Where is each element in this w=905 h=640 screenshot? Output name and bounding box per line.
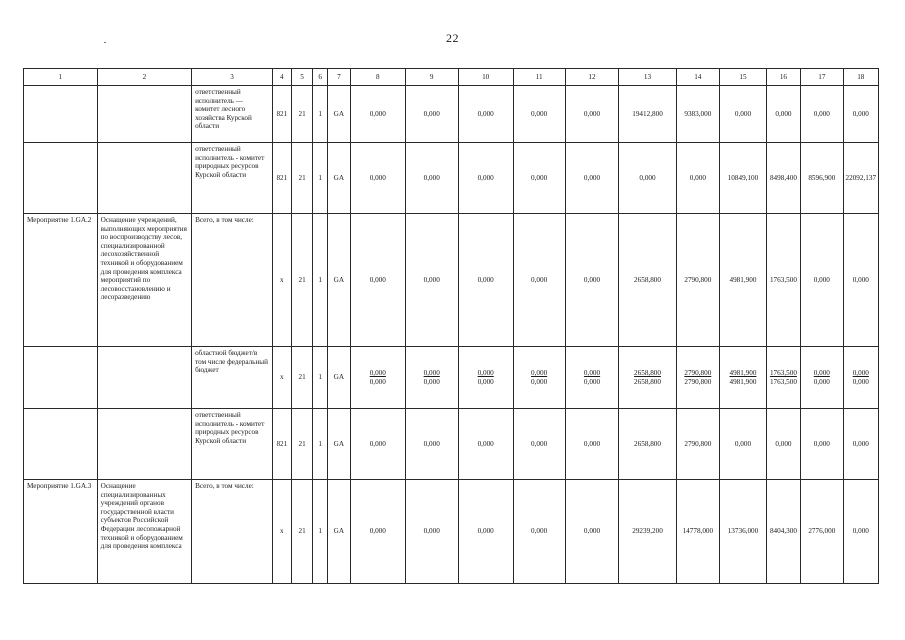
ministry-code-cell: 821 [273, 409, 292, 480]
table-row [24, 143, 879, 214]
activity-code-cell [24, 86, 98, 143]
amount-cell: 4981,900 [720, 214, 767, 347]
amount-cell: 0,000 [766, 409, 800, 480]
column-header-17: 17 [801, 69, 844, 86]
amount-cell: 0,000 [405, 86, 458, 143]
amount-cell: 0,000 [458, 480, 513, 584]
subprogram-code-cell: 1 [313, 480, 328, 584]
project-code-cell: GA [327, 409, 350, 480]
funding-source-cell: ответственный исполнитель - комитет природных ресурсов Курской области [192, 143, 273, 214]
program-code-cell: 21 [291, 214, 313, 347]
table-row [24, 214, 879, 347]
regional-budget-amount: 1763,500 [769, 368, 797, 377]
amount-cell: 0,000 [458, 409, 513, 480]
funding-source-cell: Всего, в том числе: [192, 480, 273, 584]
funding-source-cell: ответственный исполнитель — комитет лесного хозяйства Курской области [192, 86, 273, 143]
activity-code-cell: Мероприятие 1.GA.2 [24, 214, 98, 347]
amount-cell-dual [843, 347, 878, 409]
activity-name-cell [97, 86, 191, 143]
amount-cell-dual [619, 347, 676, 409]
amount-cell-dual [676, 347, 720, 409]
subprogram-code-cell: 1 [313, 143, 328, 214]
project-code-cell: GA [327, 86, 350, 143]
ministry-code-cell: 821 [273, 86, 292, 143]
amount-cell: 0,000 [843, 480, 878, 584]
funding-source-cell: ответственный исполнитель - комитет природных ресурсов Курской области [192, 409, 273, 480]
amount-cell: 0,000 [513, 86, 565, 143]
ministry-code-cell: x [273, 480, 292, 584]
amount-cell: 2776,000 [801, 480, 844, 584]
amount-cell: 0,000 [619, 143, 676, 214]
column-header-16: 16 [766, 69, 800, 86]
federal-budget-amount: 0,000 [813, 377, 830, 386]
column-header-4: 4 [273, 69, 292, 86]
federal-budget-amount: 2658,800 [634, 377, 661, 386]
column-header-18: 18 [843, 69, 878, 86]
amount-cell: 0,000 [350, 480, 405, 584]
column-header-14: 14 [676, 69, 720, 86]
amount-cell: 0,000 [458, 143, 513, 214]
amount-cell: 0,000 [843, 86, 878, 143]
amount-cell: 0,000 [565, 214, 619, 347]
regional-budget-amount: 0,000 [531, 368, 548, 377]
amount-cell: 0,000 [350, 214, 405, 347]
amount-cell: 0,000 [766, 86, 800, 143]
amount-cell: 0,000 [405, 409, 458, 480]
regional-budget-amount: 0,000 [813, 368, 830, 377]
amount-cell: 10849,100 [720, 143, 767, 214]
column-header-9: 9 [405, 69, 458, 86]
regional-budget-amount: 0,000 [852, 368, 869, 377]
amount-cell: 9383,000 [676, 86, 720, 143]
federal-budget-amount: 1763,500 [769, 377, 797, 386]
amount-cell: 0,000 [720, 409, 767, 480]
column-header-2: 2 [97, 69, 191, 86]
amount-cell: 14778,000 [676, 480, 720, 584]
table-row [24, 347, 879, 409]
program-code-cell: 21 [291, 86, 313, 143]
amount-cell: 0,000 [565, 86, 619, 143]
page-number: 22 [446, 31, 459, 45]
amount-cell: 0,000 [843, 409, 878, 480]
federal-budget-amount: 0,000 [531, 377, 548, 386]
amount-cell: 0,000 [405, 143, 458, 214]
program-code-cell: 21 [291, 409, 313, 480]
funding-source-cell: областной бюджет/в том числе федеральный бюджет [192, 347, 273, 409]
column-header-1: 1 [24, 69, 98, 86]
amount-cell-dual [405, 347, 458, 409]
subprogram-code-cell: 1 [313, 347, 328, 409]
ministry-code-cell: x [273, 347, 292, 409]
project-code-cell: GA [327, 480, 350, 584]
amount-cell: 0,000 [801, 86, 844, 143]
federal-budget-amount: 0,000 [852, 377, 869, 386]
program-code-cell: 21 [291, 347, 313, 409]
regional-budget-amount: 0,000 [477, 368, 494, 377]
activity-name-cell [97, 409, 191, 480]
amount-cell-dual [565, 347, 619, 409]
amount-cell: 2658,800 [619, 409, 676, 480]
column-header-10: 10 [458, 69, 513, 86]
amount-cell: 2790,800 [676, 214, 720, 347]
column-header-5: 5 [291, 69, 313, 86]
regional-budget-amount: 0,000 [423, 368, 440, 377]
amount-cell: 2658,800 [619, 214, 676, 347]
header-row [24, 69, 879, 86]
amount-cell-dual [350, 347, 405, 409]
column-header-12: 12 [565, 69, 619, 86]
regional-budget-amount: 0,000 [369, 368, 386, 377]
subprogram-code-cell: 1 [313, 409, 328, 480]
activity-name-cell: Оснащение учреждений, выполняющих мероприятия по воспроизводству лесов, специализированной лесохозяйственной техникой и оборудованием для проведения комплекса мероприятий по лесовосстановлению и лесоразведению [97, 214, 191, 347]
regional-budget-amount: 2658,800 [634, 368, 661, 377]
amount-cell: 0,000 [513, 480, 565, 584]
amount-cell: 29239,200 [619, 480, 676, 584]
amount-cell: 0,000 [350, 86, 405, 143]
amount-cell-dual [458, 347, 513, 409]
amount-cell: 13736,000 [720, 480, 767, 584]
ministry-code-cell: x [273, 214, 292, 347]
activity-name-cell: Оснащение специализированных учреждений органов государственной власти субъектов Российской Федерации лесопожарной техникой и оборудованием для проведения комплекса [97, 480, 191, 584]
subprogram-code-cell: 1 [313, 214, 328, 347]
amount-cell: 0,000 [801, 214, 844, 347]
amount-cell: 8404,300 [766, 480, 800, 584]
column-header-7: 7 [327, 69, 350, 86]
amount-cell-dual [766, 347, 800, 409]
amount-cell: 8596,900 [801, 143, 844, 214]
amount-cell: 0,000 [458, 214, 513, 347]
activity-name-cell [97, 347, 191, 409]
activity-code-cell: Мероприятие 1.GA.3 [24, 480, 98, 584]
amount-cell: 0,000 [565, 143, 619, 214]
federal-budget-amount: 0,000 [369, 377, 386, 386]
amount-cell: 0,000 [843, 214, 878, 347]
federal-budget-amount: 0,000 [477, 377, 494, 386]
amount-cell: 0,000 [565, 480, 619, 584]
amount-cell: 2790,800 [676, 409, 720, 480]
program-code-cell: 21 [291, 480, 313, 584]
funding-source-cell: Всего, в том числе: [192, 214, 273, 347]
amount-cell: 0,000 [565, 409, 619, 480]
amount-cell: 0,000 [676, 143, 720, 214]
column-header-11: 11 [513, 69, 565, 86]
regional-budget-amount: 0,000 [583, 368, 601, 377]
amount-cell: 0,000 [405, 480, 458, 584]
column-header-13: 13 [619, 69, 676, 86]
subprogram-code-cell: 1 [313, 86, 328, 143]
activity-code-cell [24, 347, 98, 409]
scan-speck [104, 42, 106, 43]
amount-cell: 0,000 [801, 409, 844, 480]
table-row [24, 480, 879, 584]
regional-budget-amount: 4981,900 [729, 368, 757, 377]
amount-cell: 22092,137 [843, 143, 878, 214]
project-code-cell: GA [327, 143, 350, 214]
amount-cell-dual [513, 347, 565, 409]
column-header-6: 6 [313, 69, 328, 86]
federal-budget-amount: 0,000 [423, 377, 440, 386]
amount-cell: 19412,800 [619, 86, 676, 143]
amount-cell: 1763,500 [766, 214, 800, 347]
project-code-cell: GA [327, 214, 350, 347]
column-header-3: 3 [192, 69, 273, 86]
regional-budget-amount: 2790,800 [684, 368, 712, 377]
amount-cell: 0,000 [720, 86, 767, 143]
ministry-code-cell: 821 [273, 143, 292, 214]
amount-cell-dual [801, 347, 844, 409]
table-row [24, 86, 879, 143]
amount-cell: 0,000 [513, 409, 565, 480]
column-header-8: 8 [350, 69, 405, 86]
amount-cell: 0,000 [513, 214, 565, 347]
amount-cell: 0,000 [513, 143, 565, 214]
project-code-cell: GA [327, 347, 350, 409]
federal-budget-amount: 4981,900 [729, 377, 757, 386]
amount-cell: 0,000 [350, 409, 405, 480]
table-row [24, 409, 879, 480]
amount-cell: 0,000 [350, 143, 405, 214]
activity-code-cell [24, 409, 98, 480]
amount-cell: 0,000 [458, 86, 513, 143]
amount-cell-dual [720, 347, 767, 409]
amount-cell: 8498,400 [766, 143, 800, 214]
budget-table [23, 68, 879, 584]
federal-budget-amount: 2790,800 [684, 377, 712, 386]
amount-cell: 0,000 [405, 214, 458, 347]
program-code-cell: 21 [291, 143, 313, 214]
federal-budget-amount: 0,000 [583, 377, 601, 386]
activity-name-cell [97, 143, 191, 214]
column-header-15: 15 [720, 69, 767, 86]
activity-code-cell [24, 143, 98, 214]
